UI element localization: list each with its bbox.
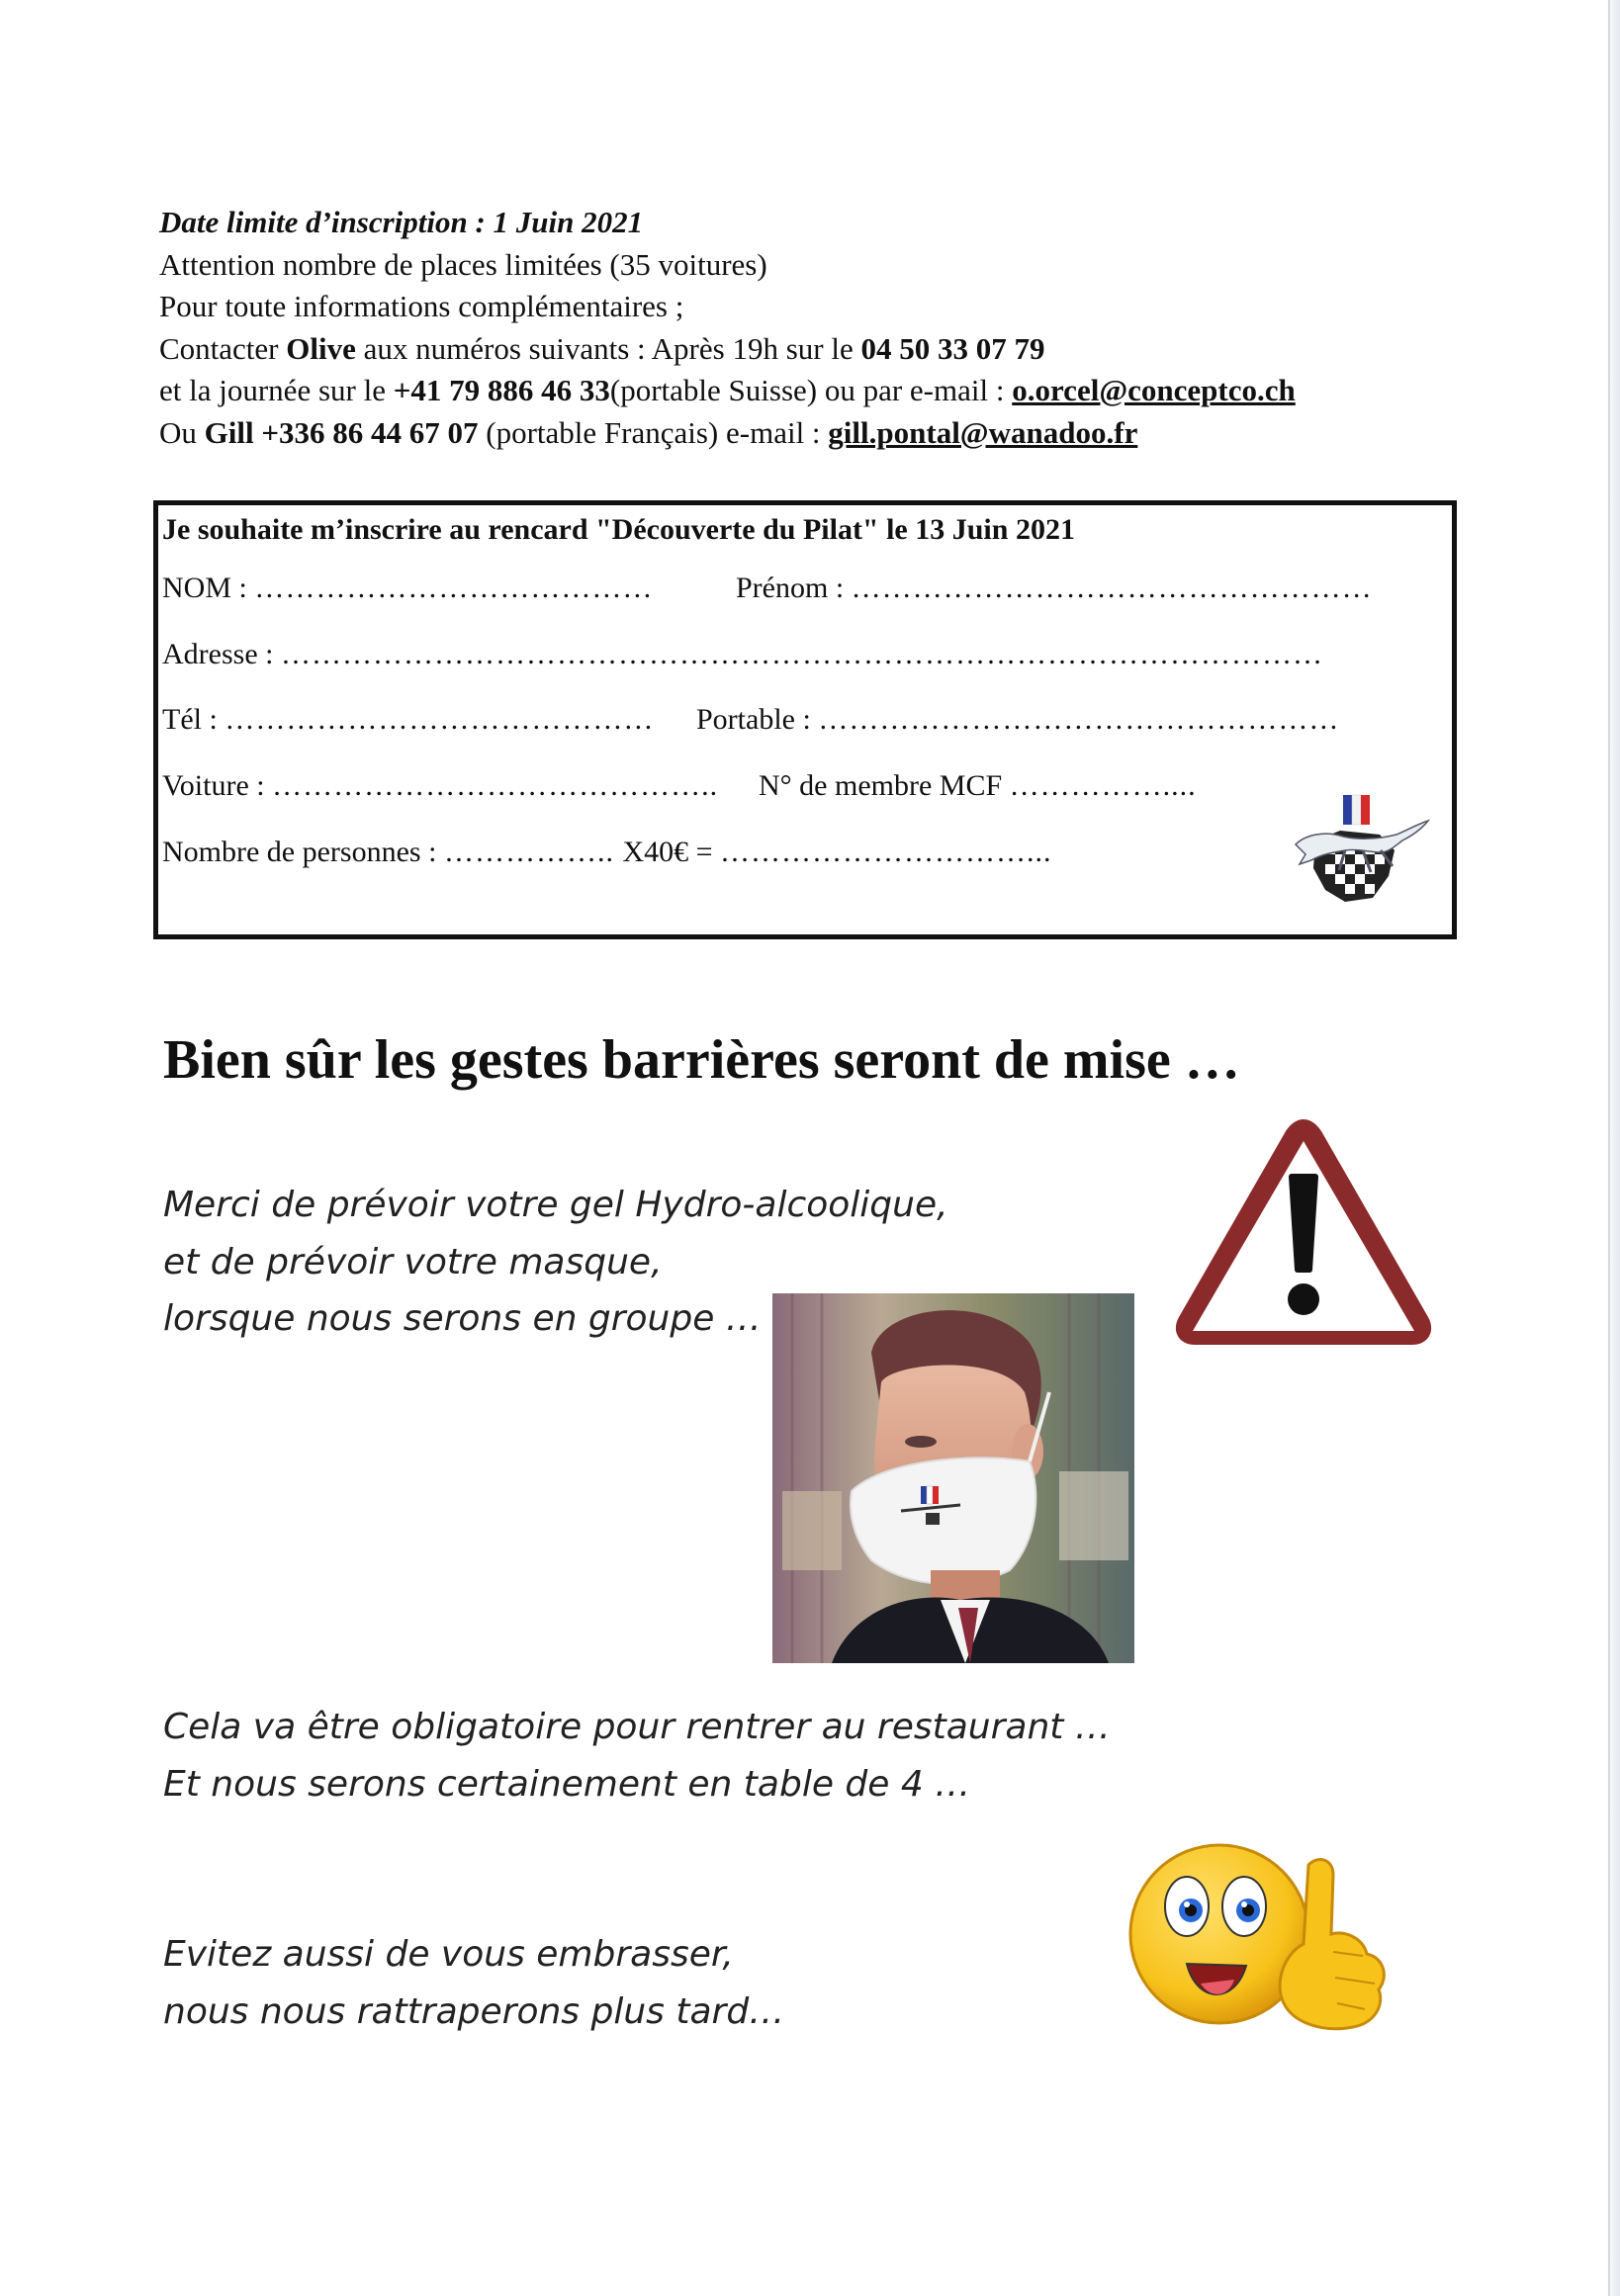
gill-prefix: Ou <box>159 414 205 450</box>
membre-label: N° de membre MCF <box>759 769 1010 802</box>
personnes-dots: …………….. <box>443 836 623 868</box>
voiture-dots: …………………………………….. <box>272 769 719 802</box>
tel-field[interactable] <box>162 703 654 737</box>
gill-name-phone: Gill +336 86 44 67 07 <box>204 414 479 450</box>
tel-label: Tél : <box>162 703 225 736</box>
deadline-text: Date limite d’inscription : 1 Juin 2021 <box>159 205 644 239</box>
contact-prefix: Contacter <box>159 330 287 366</box>
warning-sign-icon <box>1169 1111 1438 1353</box>
voiture-label: Voiture : <box>162 769 273 802</box>
gill-middle: (portable Français) e-mail : <box>478 414 829 450</box>
contact-line <box>159 328 1445 371</box>
email-link-olive[interactable]: o.orcel@conceptco.ch <box>1012 373 1296 407</box>
mustang-club-logo-icon <box>1286 791 1434 920</box>
nom-field[interactable] <box>162 572 653 605</box>
day-middle: (portable Suisse) ou par e-mail : <box>609 373 1013 407</box>
registration-form <box>153 500 1457 939</box>
contact-name: Olive <box>286 330 356 366</box>
portable-label: Portable : <box>696 703 819 736</box>
email-link-gill[interactable]: gill.pontal@wanadoo.fr <box>828 414 1138 450</box>
paragraph-embrace <box>163 1926 784 2040</box>
personnes-label: Nombre de personnes : <box>162 836 444 868</box>
membre-field[interactable] <box>759 769 1197 803</box>
headline: Bien sûr les gestes barrières seront de mise … <box>163 1029 1240 1091</box>
adresse-field[interactable] <box>162 638 1323 671</box>
day-contact-line <box>159 370 1445 412</box>
prenom-dots: …………………………………………… <box>851 572 1373 604</box>
price-text: X40€ = <box>622 836 721 868</box>
prenom-label: Prénom : <box>736 572 852 604</box>
paragraph-restaurant <box>163 1699 1111 1812</box>
info-block <box>159 202 1445 454</box>
adresse-dots: ………………………………………………………………………………………… <box>280 638 1323 670</box>
places-text: Attention nombre de places limitées (35 voitures) <box>159 246 767 282</box>
voiture-field[interactable] <box>162 769 718 803</box>
scan-edge-line <box>1608 0 1610 2296</box>
more-info-text: Pour toute informations complémentaires ; <box>159 289 684 323</box>
tel-dots: …………………………………… <box>225 703 655 736</box>
adresse-label: Adresse : <box>162 638 281 670</box>
nom-label: NOM : <box>162 572 255 604</box>
para3-line: nous nous rattraperons plus tard… <box>163 1990 785 2032</box>
para1-line: et de prévoir votre masque, <box>163 1241 663 1282</box>
para2-line: Cela va être obligatoire pour rentrer au restaurant … <box>163 1707 1111 1747</box>
form-title: Je souhaite m’inscrire au rencard "Découverte du Pilat" le 13 Juin 2021 <box>162 513 1075 546</box>
mannequin-mask-photo <box>772 1293 1134 1663</box>
portable-dots: …………………………………………… <box>818 703 1340 736</box>
membre-dots: …………….... <box>1009 769 1197 802</box>
gill-contact-line <box>159 412 1445 455</box>
para1-line: Merci de prévoir votre gel Hydro-alcoolique, <box>163 1185 948 1225</box>
para2-line: Et nous serons certainement en table de 4 … <box>163 1763 971 1805</box>
contact-phone: 04 50 33 07 79 <box>860 330 1045 366</box>
personnes-field[interactable] <box>162 836 1052 869</box>
smiley-pointing-icon <box>1125 1835 1404 2045</box>
prenom-field[interactable] <box>736 572 1373 605</box>
portable-field[interactable] <box>696 703 1339 737</box>
contact-middle: aux numéros suivants : Après 19h sur le <box>355 330 861 366</box>
nom-dots: ………………………………… <box>254 572 654 604</box>
para3-line: Evitez aussi de vous embrasser, <box>163 1934 734 1975</box>
total-dots: …………………………... <box>720 836 1052 868</box>
day-prefix: et la journée sur le <box>159 373 394 407</box>
para1-line: lorsque nous serons en groupe … <box>163 1298 762 1339</box>
day-phone: +41 79 886 46 33 <box>393 373 610 407</box>
